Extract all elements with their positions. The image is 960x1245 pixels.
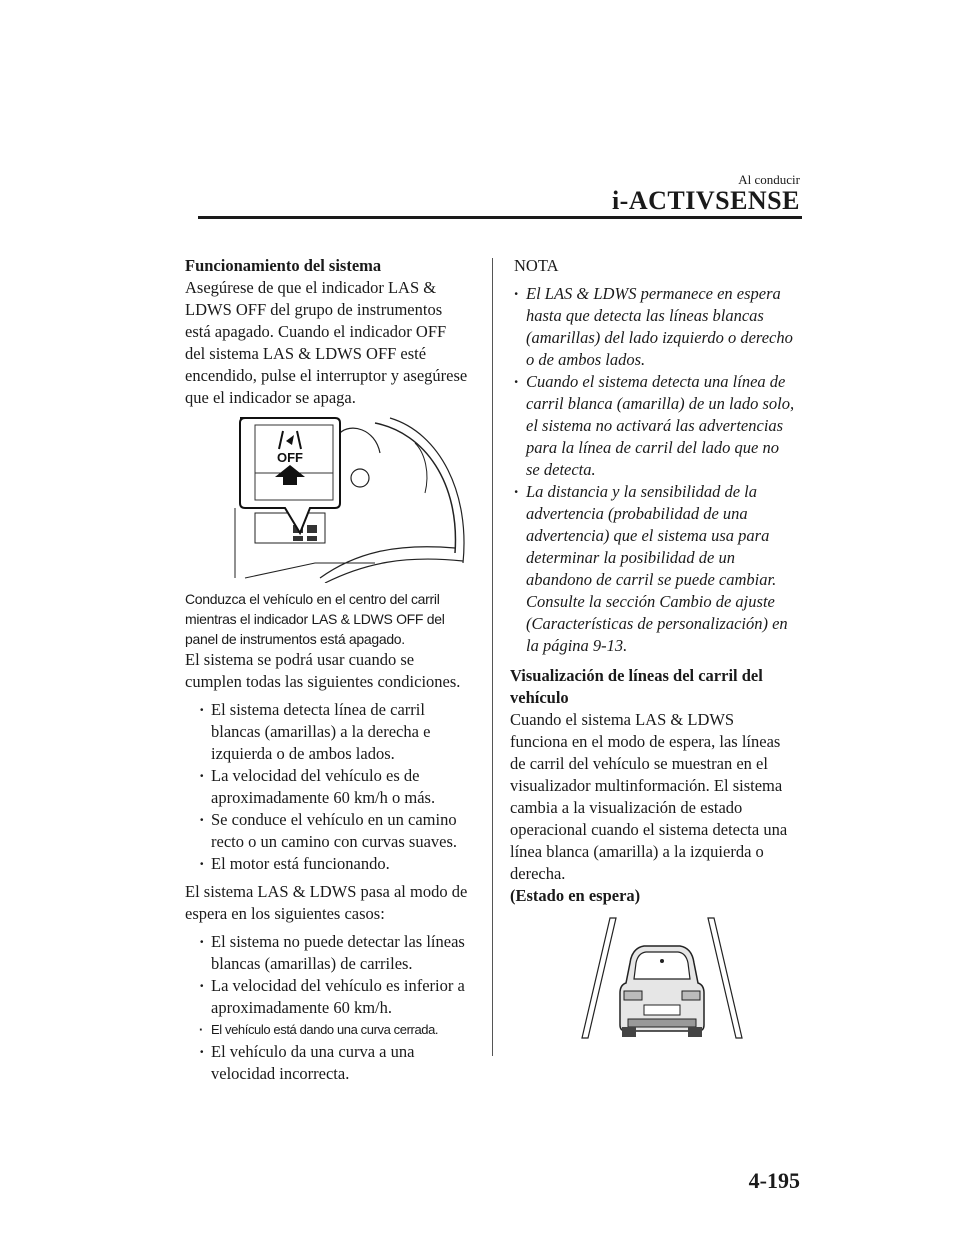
list-item: · El sistema no puede detectar las líneas blancas (amarillas) de carriles. [185,931,470,975]
standby-list [185,931,470,1085]
conditions-intro: El sistema se podrá usar cuando se cumplen todas las siguientes condiciones. [185,650,461,691]
display-heading: Visualización de líneas del carril del vehículo [510,666,763,707]
list-item: · La velocidad del vehículo es de aproximadamente 60 km/h o más. [185,765,470,809]
standby-label: (Estado en espera) [510,886,641,905]
note-item: · La distancia y la sensibilidad de la advertencia (probabilidad de una advertencia) que el sistema usa para determinar la posibilidad de un abandono de carril se puede cambiar. Consulte la sección Cambio de ajuste (Características de personalización) en la página 9-13. [510,481,795,657]
conditions-list [185,699,470,875]
intro-paragraph: Asegúrese de que el indicador LAS & LDWS OFF del grupo de instrumentos está apagado. Cuando el indicador OFF del sistema LAS & LDWS OFF esté encendido, pulse el interruptor y asegúrese que el indicador se apaga. [185,278,468,407]
switch-illustration [225,413,465,583]
chapter-title: i-ACTIVSENSE [611,186,800,215]
off-label: OFF [277,450,303,465]
lane-display-illustration [572,913,752,1043]
section-heading: Funcionamiento del sistema [185,256,382,275]
list-item: · El motor está funcionando. [185,853,470,875]
list-item: · El vehículo está dando una curva cerrada. [185,1019,470,1041]
list-item: · El sistema detecta línea de carril blancas (amarillas) a la derecha e izquierda o de ambos lados. [185,699,470,765]
note-list [510,283,795,657]
column-divider [492,258,493,1056]
left-column [185,255,470,1091]
figure-caption: Conduzca el vehículo en el centro del carril mientras el indicador LAS & LDWS OFF del panel de instrumentos está apagado. [185,591,445,647]
right-column [510,255,795,1043]
note-item: · Cuando el sistema detecta una línea de carril blanca (amarilla) de un lado solo, el sistema no activará las advertencias para la línea de carril del lado que no se detecta. [510,371,795,481]
list-item: · El vehículo da una curva a una velocidad incorrecta. [185,1041,470,1085]
section-header: Al conducir [738,172,800,187]
page-number: 4-195 [748,1168,800,1193]
header-rule [198,216,802,219]
list-item: · La velocidad del vehículo es inferior a aproximadamente 60 km/h. [185,975,470,1019]
note-item: · El LAS & LDWS permanece en espera hasta que detecta las líneas blancas (amarillas) del lado izquierdo o derecho o de ambos lados. [510,283,795,371]
display-paragraph: Cuando el sistema LAS & LDWS funciona en el modo de espera, las líneas de carril del vehículo se muestran en el visualizador multinformación. El sistema cambia a la visualización de estado operacional cuando el sistema detecta una línea blanca (amarilla) a la izquierda o derecha. [510,710,788,883]
note-title: NOTA [514,256,559,275]
standby-intro: El sistema LAS & LDWS pasa al modo de espera en los siguientes casos: [185,882,468,923]
list-item: · Se conduce el vehículo en un camino recto o un camino con curvas suaves. [185,809,470,853]
